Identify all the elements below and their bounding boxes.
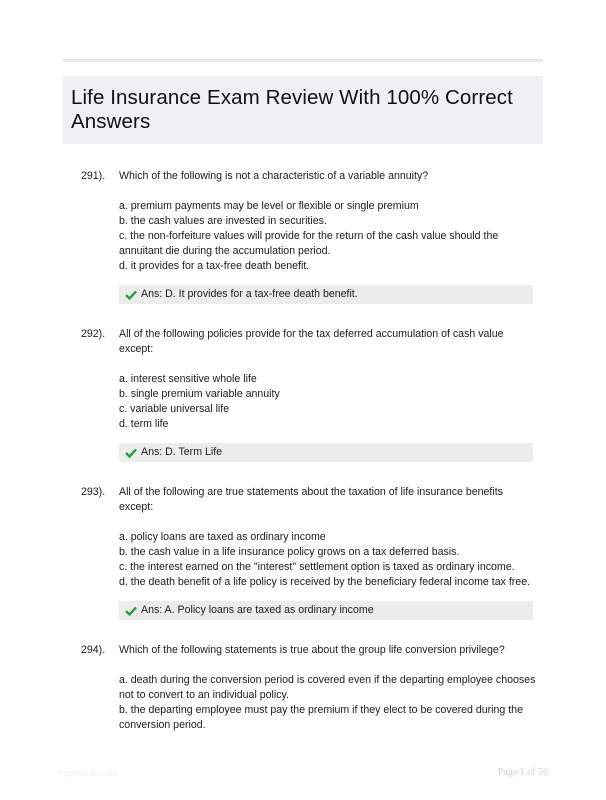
option-item: c. the non-forfeiture values will provide for the return of the cash value should the annuitant die during the accumulation period. [119,230,499,257]
question-item [63,327,543,462]
option-item: a. interest sensitive whole life [119,373,257,385]
option-item: b. single premium variable annuity [119,388,280,400]
answer-text: Ans: D. It provides for a tax-free death benefit. [141,288,358,300]
question-number: 292). [81,328,106,340]
option-item: c. variable universal life [119,403,230,415]
check-icon [125,448,137,458]
question-text: All of the following are true statements about the taxation of life insurance benefits except: [119,486,503,513]
question-number: 291). [81,170,106,182]
answer-box [119,443,533,462]
title-banner [63,76,543,144]
top-divider [63,59,543,62]
question-text: Which of the following statements is true about the group life conversion privilege? [119,644,505,656]
option-item: a. policy loans are taxed as ordinary income [119,531,326,543]
options-list [119,199,537,274]
option-item: b. the departing employee must pay the premium if they elect to be covered during the conversion period. [119,704,523,731]
question-text: All of the following policies provide for the tax deferred accumulation of cash value except: [119,328,504,355]
options-list [119,530,537,590]
answer-box [119,601,533,620]
option-item: c. the interest earned on the "interest" settlement option is taxed as ordinary income. [119,561,515,573]
question-item [63,169,543,304]
check-icon [125,606,137,616]
option-item: a. premium payments may be level or flexible or single premium [119,200,419,212]
footer-page-number: Page 1 of 50 [497,767,548,778]
question-text: Which of the following is not a characteristic of a variable annuity? [119,170,429,182]
answer-text: Ans: A. Policy loans are taxed as ordinary income [141,604,374,616]
question-number: 293). [81,486,106,498]
options-list [119,372,537,432]
option-item: d. it provides for a tax-free death benefit. [119,260,310,272]
question-item [63,643,543,733]
question-item [63,485,543,620]
answer-text: Ans: D. Term Life [141,446,223,458]
check-icon [125,290,137,300]
options-list [119,673,537,733]
option-item: d. the death benefit of a life policy is received by the beneficiary federal income tax free. [119,576,531,588]
answer-box [119,285,533,304]
option-item: b. the cash value in a life insurance policy grows on a tax deferred basis. [119,546,460,558]
option-item: a. death during the conversion period is covered even if the departing employee chooses not to convert to an individual policy. [119,674,536,701]
question-number: 294). [81,644,106,656]
page-title: Life Insurance Exam Review With 100% Correct Answers [71,86,513,133]
footer-site: Papertible.com [58,768,119,778]
option-item: d. term life [119,418,169,430]
option-item: b. the cash values are invested in securities. [119,215,327,227]
